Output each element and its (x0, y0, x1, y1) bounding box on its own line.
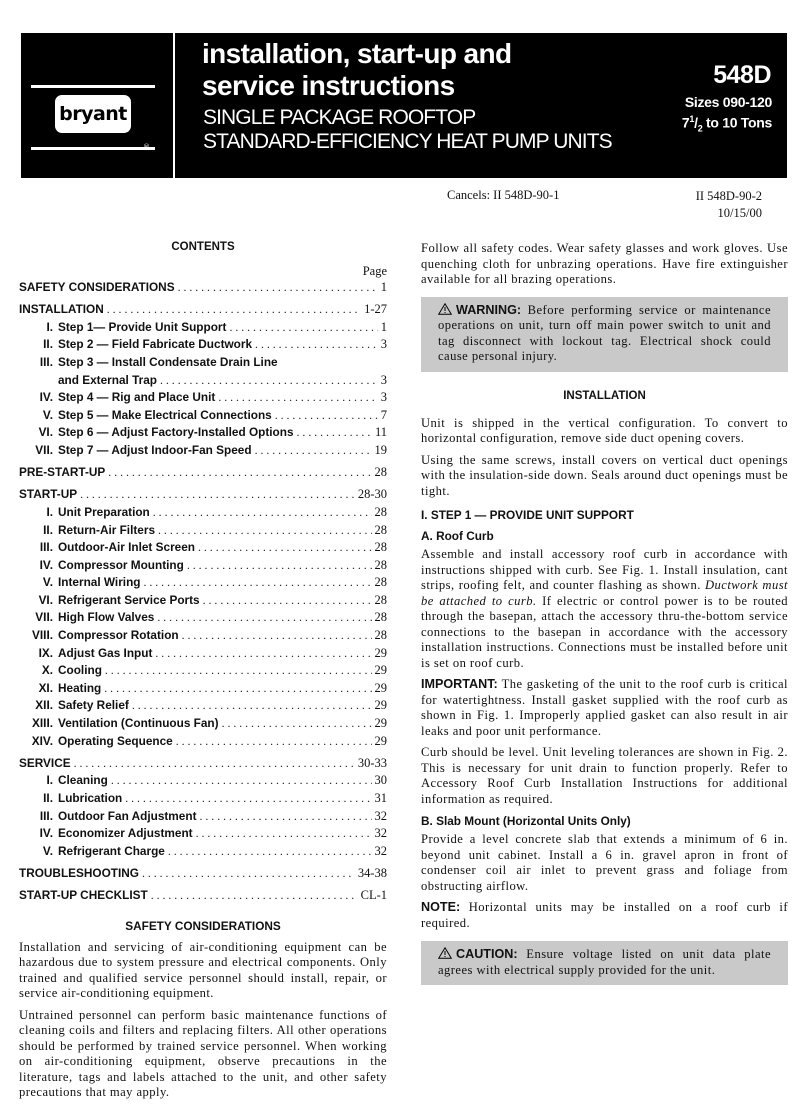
toc-entry-number: V. (42, 575, 53, 590)
toc-entry-page: 31 (374, 791, 387, 805)
cancels-note: Cancels: II 548D-90-1 (447, 188, 560, 202)
model-number: 548D (713, 61, 771, 89)
safety-paragraph-3: Follow all safety codes. Wear safety glasses and work gloves. Use quenching cloth for unbrazing operations. Have fire extinguisher available for all brazing operations. (421, 241, 788, 286)
toc-leader-dots (153, 504, 372, 522)
toc-entry-page: 29 (374, 663, 387, 678)
toc-entry-title: TROUBLESHOOTING (19, 865, 139, 880)
roof-curb-heading: A. Roof Curb (421, 529, 494, 543)
toc-entry-number: VII. (35, 610, 53, 625)
toc-entry-number: II. (43, 337, 53, 352)
toc-entry-page: 28 (374, 522, 387, 537)
toc-entry-page: 3 (380, 372, 387, 387)
toc-leader-dots (104, 680, 371, 698)
installation-paragraph-2: Using the same screws, install covers on vertical duct openings with the insulation-side down. Seals around duct openings must be tight. (421, 452, 788, 498)
toc-entry-title: Outdoor-Air Inlet Screen (58, 540, 195, 555)
warning-triangle-icon (438, 303, 452, 315)
toc-entry-page: 29 (374, 733, 387, 748)
toc-entry-title: and External Trap (58, 372, 157, 387)
toc-leader-dots (155, 645, 371, 663)
toc-entry-page: 29 (374, 698, 387, 713)
toc-entry-page: 28 (374, 575, 387, 590)
toc-entry-title: Lubrication (58, 791, 123, 805)
toc-leader-dots (125, 790, 371, 808)
toc-entry (19, 279, 387, 297)
toc-entry-number: VIII. (32, 628, 53, 643)
toc-leader-dots (74, 755, 355, 773)
toc-entry-title: Step 6 — Adjust Factory-Installed Options (58, 425, 294, 440)
toc-leader-dots (218, 389, 377, 407)
toc-entry-page: 29 (374, 645, 387, 660)
toc-entry-page: 1-27 (364, 302, 387, 317)
toc-entry-number: II. (43, 522, 53, 537)
toc-leader-dots (229, 319, 377, 337)
toc-entry-title: START-UP CHECKLIST (19, 888, 148, 903)
toc-leader-dots (157, 609, 371, 627)
toc-entry (19, 755, 387, 773)
toc-entry (19, 424, 387, 442)
toc-entry-page: 28 (374, 465, 387, 480)
toc-leader-dots (132, 697, 372, 715)
caution-text: Ensure voltage listed on unit data plate agrees with electrical supply provided for the unit. (438, 947, 771, 977)
toc-leader-dots (222, 715, 372, 733)
toc-entry-number: VI. (38, 592, 53, 607)
toc-entry (19, 504, 387, 522)
toc-leader-dots (255, 442, 372, 460)
contents-heading: CONTENTS (171, 241, 235, 253)
toc-entry (19, 574, 387, 592)
toc-entry-title: Heating (58, 680, 102, 695)
toc-leader-dots (151, 887, 358, 905)
right-column (421, 241, 788, 1003)
toc-leader-dots (158, 522, 371, 540)
toc-entry-page: 28 (374, 540, 387, 555)
toc-entry (19, 697, 387, 715)
toc-entry-page: 28 (374, 628, 387, 643)
toc-entry-title: Internal Wiring (58, 575, 141, 590)
toc-entry-number: XII. (35, 698, 53, 713)
toc-leader-dots (198, 539, 372, 557)
toc-entry (19, 662, 387, 680)
toc-entry-number: III. (39, 540, 53, 555)
toc-entry-number: V. (42, 407, 53, 422)
toc-entry (19, 680, 387, 698)
toc-entry-page: 30-33 (357, 755, 387, 770)
toc-entry-title: Step 5 — Make Electrical Connections (58, 407, 272, 422)
toc-entry-title: SERVICE (19, 755, 71, 770)
toc-entry (19, 407, 387, 425)
toc-entry-title: Step 2 — Field Fabricate Ductwork (58, 337, 253, 352)
toc-entry-number: IV. (39, 390, 53, 405)
toc-leader-dots (168, 843, 372, 861)
toc-entry-title: Ventilation (Continuous Fan) (58, 716, 219, 731)
toc-entry-page: 3 (380, 390, 387, 405)
document-subtitle: SINGLE PACKAGE ROOFTOP STANDARD-EFFICIENCY HEAT PUMP UNITS (203, 106, 612, 153)
toc-entry-page: 19 (374, 442, 387, 457)
toc-entry-number: V. (42, 843, 53, 858)
toc-entry (19, 336, 387, 354)
toc-entry-number: X. (41, 663, 53, 678)
toc-entry-title: Outdoor Fan Adjustment (58, 808, 197, 823)
toc-leader-dots (275, 407, 378, 425)
toc-entry-page: 28-30 (357, 487, 387, 502)
curb-level-paragraph: Curb should be level. Unit leveling tolerances are shown in Fig. 2. This is necessary for unit drain to function properly. Refer to Accessory Roof Curb Installation Instructions for additional information as required. (421, 745, 788, 806)
toc-entry (19, 825, 387, 843)
table-of-contents (19, 279, 387, 905)
toc-leader-dots (105, 662, 372, 680)
toc-entry (19, 772, 387, 790)
toc-entry-number: II. (43, 791, 53, 805)
toc-entry-number: I. (46, 773, 53, 788)
toc-entry-title: Operating Sequence (58, 733, 173, 748)
toc-leader-dots (108, 464, 371, 482)
toc-entry-number: III. (39, 808, 53, 823)
toc-entry (19, 354, 387, 372)
document-number: II 548D-90-2 10/15/00 (695, 189, 762, 220)
toc-entry-title: PRE-START-UP (19, 465, 106, 480)
toc-entry-number: XIV. (31, 733, 53, 748)
toc-entry-number: IV. (39, 557, 53, 572)
toc-leader-dots (203, 592, 372, 610)
caution-triangle-icon (438, 947, 452, 959)
toc-entry-page: 11 (374, 425, 387, 440)
toc-entry-title: Step 4 — Rig and Place Unit (58, 390, 216, 405)
toc-entry-page: 32 (374, 808, 387, 823)
toc-leader-dots (255, 336, 378, 354)
safety-heading: SAFETY CONSIDERATIONS (125, 918, 281, 933)
toc-entry-number: VI. (38, 425, 53, 440)
note-paragraph: NOTE: Horizontal units may be installed on a roof curb if required. (421, 900, 788, 930)
toc-entry-title: Return-Air Filters (58, 522, 156, 537)
toc-entry-page: 1 (380, 280, 387, 294)
toc-entry-title: Step 3 — Install Condensate Drain Line (58, 354, 278, 369)
toc-entry (19, 301, 387, 319)
toc-entry (19, 715, 387, 733)
toc-leader-dots (142, 865, 355, 883)
installation-heading: INSTALLATION (563, 389, 646, 402)
toc-entry-page: 34-38 (357, 865, 387, 880)
toc-entry-page: 1 (380, 319, 387, 334)
toc-entry-number: I. (46, 504, 53, 519)
toc-entry-title: High Flow Valves (58, 610, 155, 625)
toc-entry (19, 609, 387, 627)
toc-entry (19, 645, 387, 663)
safety-paragraph-2: Untrained personnel can perform basic maintenance functions of cleaning coils and filters and replacing filters. All other operations should be performed by trained service personnel. When working on air-conditioning equipment, observe precautions in the literature, tags and labels attached to the unit, and other safety precautions that may apply. (19, 1007, 387, 1100)
toc-leader-dots (176, 733, 372, 751)
toc-entry (19, 522, 387, 540)
toc-leader-dots (297, 424, 372, 442)
left-column (19, 241, 387, 1107)
toc-entry-number: XIII. (32, 716, 53, 731)
toc-entry (19, 557, 387, 575)
unit-sizes: Sizes 090-120 $7^1/_2$ to 10 Tons (681, 94, 772, 134)
toc-entry-page: 28 (374, 557, 387, 572)
toc-entry-title: START-UP (19, 487, 78, 502)
toc-entry (19, 887, 387, 905)
toc-entry (19, 790, 387, 808)
toc-entry-title: Safety Relief (58, 698, 129, 713)
toc-entry-page: 28 (374, 610, 387, 625)
toc-entry (19, 592, 387, 610)
toc-leader-dots (160, 372, 378, 390)
header-banner (21, 33, 787, 178)
toc-leader-dots (111, 772, 372, 790)
step1-heading: I. STEP 1 — PROVIDE UNIT SUPPORT (421, 508, 634, 522)
toc-entry (19, 627, 387, 645)
installation-paragraph-1: Unit is shipped in the vertical configuration. To convert to horizontal configuration, remove side duct opening covers. (421, 415, 788, 445)
toc-entry-page: 28 (374, 592, 387, 607)
toc-entry (19, 372, 387, 390)
toc-entry-title: Cooling (58, 663, 102, 678)
toc-leader-dots (80, 486, 355, 504)
slab-mount-paragraph: Provide a level concrete slab that extends a minimum of 6 in. beyond unit cabinet. Install a 6 in. gravel apron in front of condenser coil air inlet to prevent grass and foliage from obstructing airflow. (421, 832, 788, 893)
toc-entry-title: INSTALLATION (19, 302, 104, 317)
warning-text: Before performing service or maintenance operations on unit, turn off main power switch to unit and tag disconnect with lockout tag. Electrical shock could cause personal injury. (438, 302, 771, 363)
toc-leader-dots (187, 557, 372, 575)
header-divider (173, 33, 175, 178)
toc-entry (19, 464, 387, 482)
toc-entry-title: Refrigerant Service Ports (58, 592, 200, 607)
slab-mount-heading: B. Slab Mount (Horizontal Units Only) (421, 814, 631, 828)
toc-entry (19, 843, 387, 861)
toc-entry-page: 29 (374, 716, 387, 731)
toc-entry-title: Adjust Gas Input (58, 645, 153, 660)
toc-entry (19, 486, 387, 504)
toc-entry-page: 32 (374, 843, 387, 858)
roof-curb-paragraph: Assemble and install accessory roof curb in accordance with instructions shipped with curb. See Fig. 1. Install insulation, cant strips, roofing felt, and counter flashing as shown. Ductwork must be attached to curb. If electric or control power is to be routed through the basepan, attach the accessory thru-the-bottom service connections to the basepan in accordance with the accessory installation instructions. Connections must be installed before unit is set on roof curb. (421, 547, 788, 670)
toc-entry-title: Economizer Adjustment (58, 826, 193, 841)
toc-leader-dots (182, 627, 372, 645)
toc-entry-number: VII. (35, 442, 53, 457)
toc-entry-title: Unit Preparation (58, 504, 150, 519)
toc-entry-page: 28 (374, 504, 387, 519)
toc-entry (19, 808, 387, 826)
toc-entry-number: XI. (38, 680, 53, 695)
toc-entry-page: CL-1 (360, 888, 387, 903)
important-paragraph: IMPORTANT: The gasketing of the unit to the roof curb is critical for watertightness. Install gasket supplied with the roof curb as shown in Fig. 1. Improperly applied gasket can also result in air leaks and poor unit performance. (421, 677, 788, 738)
toc-entry (19, 319, 387, 337)
toc-entry-title: SAFETY CONSIDERATIONS (19, 280, 175, 294)
toc-entry-title: Step 7 — Adjust Indoor-Fan Speed (58, 442, 252, 457)
toc-entry (19, 539, 387, 557)
toc-entry-number: IV. (39, 826, 53, 841)
toc-entry-page: 32 (374, 826, 387, 841)
toc-entry-page: 30 (374, 773, 387, 788)
toc-entry-title: Compressor Mounting (58, 557, 184, 572)
toc-entry-title: Compressor Rotation (58, 628, 179, 643)
toc-entry-number: IX. (38, 645, 53, 660)
registered-mark: ® (143, 143, 150, 151)
toc-leader-dots (196, 825, 372, 843)
toc-leader-dots (143, 574, 371, 592)
toc-leader-dots (178, 279, 378, 297)
caution-label: CAUTION: (456, 947, 518, 961)
toc-leader-dots (107, 301, 361, 319)
brand-logo (31, 73, 155, 161)
warning-box (421, 297, 788, 372)
toc-entry-number: I. (46, 319, 53, 334)
toc-entry-title: Cleaning (58, 773, 108, 788)
toc-entry-title: Step 1— Provide Unit Support (58, 319, 227, 334)
toc-entry-title: Refrigerant Charge (58, 843, 165, 858)
toc-leader-dots (200, 808, 372, 826)
caution-box (421, 941, 788, 985)
toc-entry (19, 389, 387, 407)
safety-paragraph-1: Installation and servicing of air-conditioning equipment can be hazardous due to system pressure and electrical components. Only trained and qualified service personnel should install, repair, or service air-conditioning equipment. (19, 939, 387, 1001)
toc-entry-number: III. (39, 354, 53, 369)
page-column-label: Page (362, 264, 387, 278)
warning-label: WARNING: (456, 302, 522, 317)
toc-entry-page: 7 (380, 407, 387, 422)
toc-entry-page: 3 (380, 337, 387, 352)
toc-entry (19, 442, 387, 460)
brand-name: bryant (59, 103, 127, 125)
document-title: installation, start-up and service instructions (202, 38, 512, 101)
toc-entry-page: 29 (374, 680, 387, 695)
toc-entry (19, 865, 387, 883)
toc-entry (19, 733, 387, 751)
